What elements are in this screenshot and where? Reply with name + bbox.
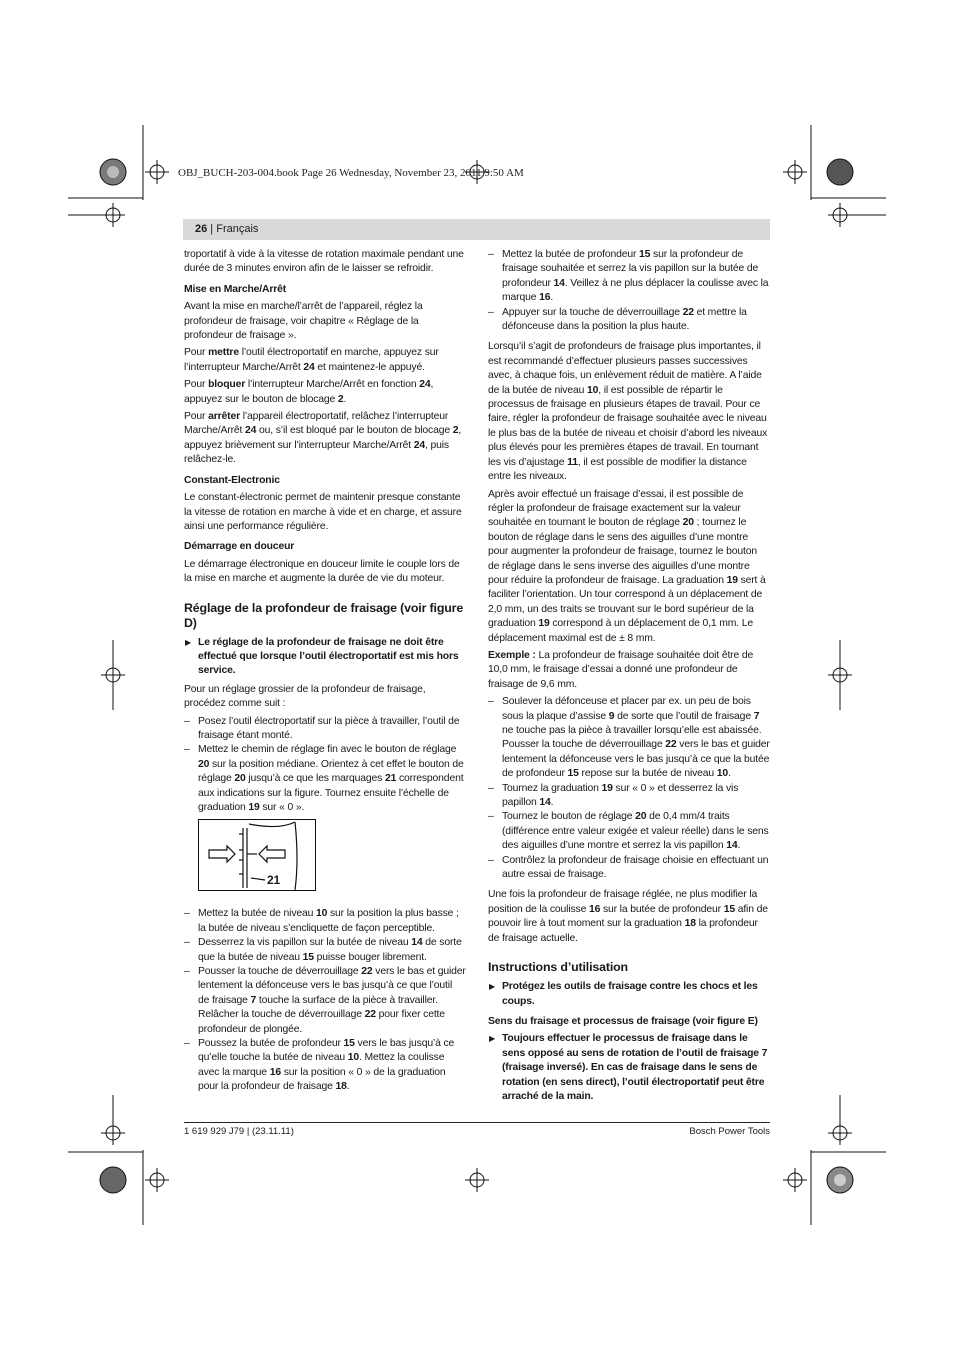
paragraph: Pour un réglage grossier de la profondeur de fraisage, procédez comme suit : <box>184 683 426 710</box>
list-item: – Mettez la butée de niveau 10 sur la position la plus basse ; la butée de niveau s’encliquette de façon perceptible. <box>184 907 466 936</box>
paragraph: Pour mettre l’outil électroportatif en marche, appuyez sur l’interrupteur Marche/Arrêt 24 et maintenez-le appuyé. <box>184 347 439 373</box>
subheading-direction: Sens du fraisage et processus de fraisage (voir figure E) <box>488 1015 758 1027</box>
figure-depth-marking <box>198 819 316 891</box>
paragraph: Avant la mise en marche/l’arrêt de l’appareil, réglez la profondeur de fraisage, voir chapitre « Réglage de la profondeur de fraisage ». <box>184 301 423 342</box>
paragraph: Pour bloquer l’interrupteur Marche/Arrêt en fonction 24, appuyez sur le bouton de blocage 2. <box>184 379 434 405</box>
footer-document-code: 1 619 929 J79 | (23.11.11) <box>184 1126 294 1137</box>
list-item: – Contrôlez la profondeur de fraisage choisie en effectuant un autre essai de fraisage. <box>488 854 770 883</box>
printer-slug: OBJ_BUCH-203-004.book Page 26 Wednesday, November 23, 2011 9:50 AM <box>178 167 524 179</box>
list-item: – Pousser la touche de déverrouillage 22 vers le bas et guider lentement la défonceuse vers le bas jusqu’à ce que l’outil de fraisage 7 touche la surface de la pièce à travailler. Relâcher la touche de déverrouillage 22 pour fixer cette profondeur de plongée. <box>184 965 466 1037</box>
paragraph: Lorsqu’il s’agit de profondeurs de fraisage plus importantes, il est recommandé d’effectuer plusieurs passes successives avec, à chaque fois, un enlèvement réduit de matière. A l’aide de la butée de niveau 10, il est possible de répartir le processus de fraisage en plusieurs étapes de travail. Pour ce faire, régler la profondeur de fraisage souhaitée avec le niveau le plus bas de la butée de niveau et choisir d’abord les niveaux plus élevés pour les premières étapes de travail. En tournant les vis d’ajustage 11, il est possible de modifier la distance entre les niveaux. <box>488 341 768 483</box>
subheading-constant: Constant-Electronic <box>184 474 280 486</box>
warning-note: ▶ Toujours effectuer le processus de fraisage dans le sens opposé au sens de rotation de l’outil de fraisage 7 (fraisage inversé). En cas de fraisage dans le sens de rotation (en sens direct), l’outil électroportatif peut être arraché de la main. <box>488 1032 770 1104</box>
section-heading-depth: Réglage de la profondeur de fraisage (voir figure D) <box>184 600 464 630</box>
figure-callout: 21 <box>267 873 281 888</box>
list-item: – Tournez le bouton de réglage 20 de 0,4 mm/4 traits (différence entre valeur exigée et valeur réelle) dans le sens des aiguilles d’une montre et serrez la vis papillon 14. <box>488 810 770 853</box>
paragraph: Une fois la profondeur de fraisage réglée, ne plus modifier la position de la coulisse 16 sur la butée de profondeur 15 afin de pouvoir lire à tout moment sur la graduation 18 la profondeur de fraisage actuelle. <box>488 889 768 944</box>
paragraph: troportatif à vide à la vitesse de rotation maximale pendant une durée de 3 minutes environ afin de le laisser se refroidir. <box>184 249 464 275</box>
page-number: 26 <box>195 223 208 235</box>
subheading-soft-start: Démarrage en douceur <box>184 541 295 553</box>
paragraph: Le démarrage électronique en douceur limite le couple lors de la mise en marche et augmente la durée de vie du moteur. <box>184 558 460 585</box>
left-column <box>184 248 466 1095</box>
list-item: – Poussez la butée de profondeur 15 vers le bas jusqu’à ce qu’elle touche la butée de niveau 10. Mettez la coulisse avec la marque 16 sur la position « 0 » de la graduation pour la profondeur de fraisage 18. <box>184 1037 466 1095</box>
paragraph: Le constant-électronic permet de maintenir presque constante la vitesse de rotation en marche à vide et en charge, et assure ainsi une performance régulière. <box>184 492 462 532</box>
list-item: – Mettez la butée de profondeur 15 sur la profondeur de fraisage souhaitée et serrez la vis papillon sur la butée de profondeur 14. Veillez à ne plus déplacer la coulisse avec la marque 16. <box>488 248 770 306</box>
footer-brand: Bosch Power Tools <box>689 1126 770 1137</box>
warning-note: ▶ Le réglage de la profondeur de fraisage ne doit être effectué que lorsque l’outil électroportatif est mis hors service. <box>184 636 466 679</box>
list-item: – Soulever la défonceuse et placer par ex. un peu de bois sous la plaque d’assise 9 de sorte que l’outil de fraisage 7 ne touche pas la pièce à travailler lorsqu’elle est abaissée. Pousser la touche de déverrouillage 22 vers le bas et guider lentement la défonceuse vers le bas jusqu’à ce que la butée de profondeur 15 repose sur la butée de niveau 10. <box>488 695 770 781</box>
paragraph: Après avoir effectué un fraisage d’essai, il est possible de régler la profondeur de fraisage exactement sur la valeur souhaitée en tournant le bouton de réglage 20 ; tournez le bouton de réglage dans le sens des aiguilles d’une montre pour augmenter la profondeur de fraisage, tournez le bouton de réglage dans le sens inverse des aiguilles d’une montre pour réduire la profondeur de fraisage. La graduation 19 sert à faciliter l’orientation. Un tour correspond à un déplacement de 2,0 mm, un des traits se trouvant sur le bord supérieur de la graduation 19 correspond à un déplacement de 0,1 mm. Le déplacement maximal est de ± 8 mm. <box>488 488 766 644</box>
warning-note: ▶ Protégez les outils de fraisage contre les chocs et les coups. <box>488 980 770 1009</box>
page-header <box>183 219 770 240</box>
figure-drawing <box>199 820 317 892</box>
header-separator: | <box>207 223 217 235</box>
list-item: – Mettez le chemin de réglage fin avec le bouton de réglage 20 sur la position médiane. Orientez à cet effet le bouton de réglage 20 jusqu’à ce que les marquages 21 correspondent aux indications sur la figure. Tournez ensuite l’échelle de graduation 19 sur « 0 ». <box>184 743 466 815</box>
list-item: – Posez l’outil électroportatif sur la pièce à travailler, l’outil de fraisage étant monté. <box>184 715 466 744</box>
paragraph: Exemple : La profondeur de fraisage souhaitée doit être de 10,0 mm, le fraisage d’essai a donné une profondeur de fraisage de 9,6 mm. <box>488 649 754 690</box>
right-column <box>488 248 770 1108</box>
footer-divider <box>184 1122 770 1123</box>
section-heading-instructions: Instructions d’utilisation <box>488 960 628 975</box>
subheading-on-off: Mise en Marche/Arrêt <box>184 283 287 295</box>
list-item: – Desserrez la vis papillon sur la butée de niveau 14 de sorte que la butée de niveau 15 puisse bouger librement. <box>184 936 466 965</box>
list-item: – Tournez la graduation 19 sur « 0 » et desserrez la vis papillon 14. <box>488 782 770 811</box>
list-item: – Appuyer sur la touche de déverrouillage 22 et mettre la défonceuse dans la position la plus haute. <box>488 306 770 335</box>
header-language: Français <box>216 223 259 235</box>
paragraph: Pour arrêter l’appareil électroportatif, relâchez l’interrupteur Marche/Arrêt 24 ou, s’il est bloqué par le bouton de blocage 2, appuyez brièvement sur l’interrupteur Marche/Arrêt 24, puis relâchez-le. <box>184 411 462 466</box>
